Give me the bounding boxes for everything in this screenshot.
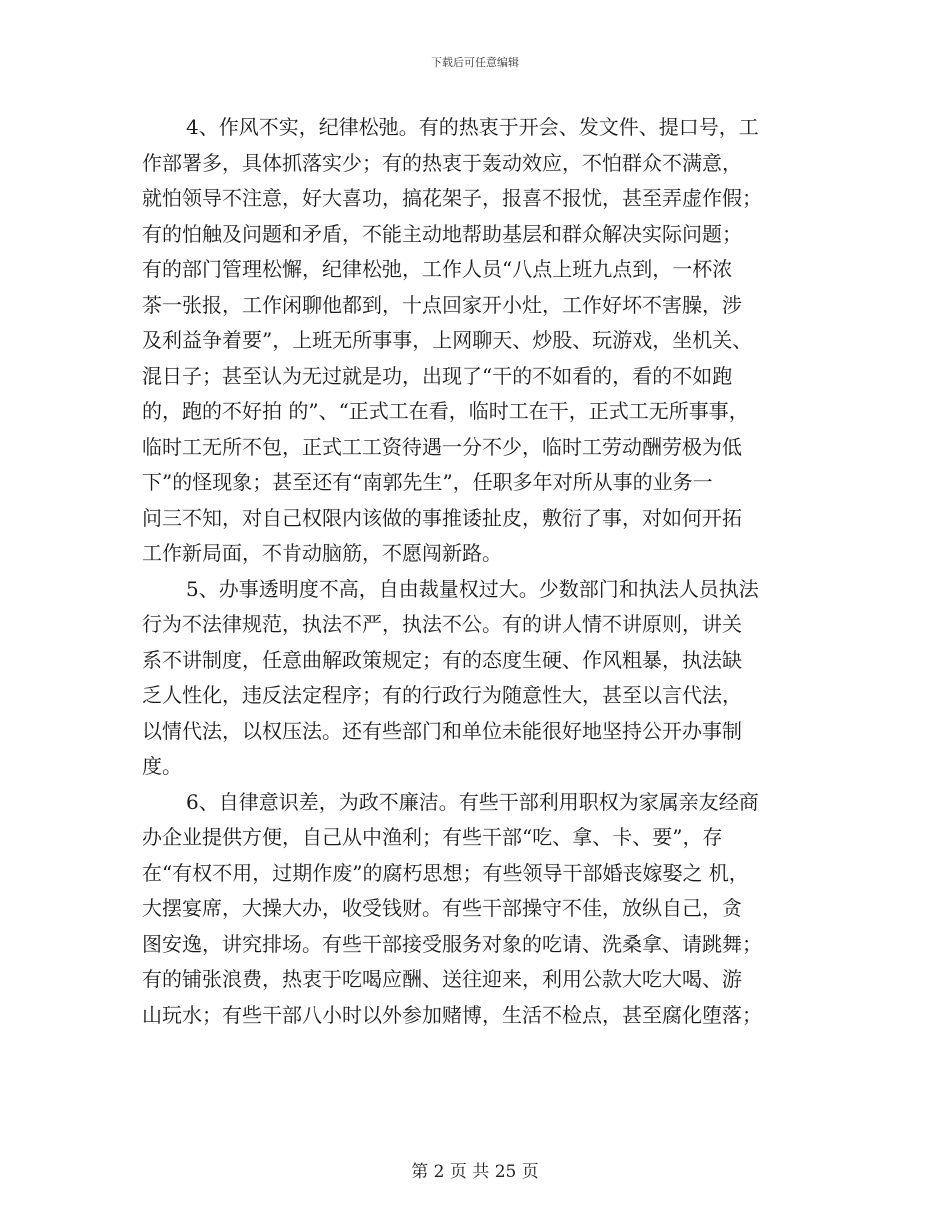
text-line: 茶一张报，工作闲聊他都到，十点回家开小灶，工作好坏不害臊，涉 [142,292,742,317]
text-line: 图安逸，讲究排场。有些干部接受服务对象的吃请、洗桑拿、请跳舞； [142,931,762,956]
document-body [142,110,814,1033]
text-line: 乏人性化，违反法定程序；有的行政行为随意性大，甚至以言代法， [142,683,742,707]
page-number: 第 2 页 共 25 页 [411,1162,539,1182]
text-line: 行为不法律规范，执法不严，执法不公。有的讲人情不讲原则，讲关 [142,612,742,636]
text-line: 问三不知，对自己权限内该做的事推诿扯皮，敷衍了事，对如何开拓 [142,505,742,530]
text-line: 的，跑的不好拍 的”、“正式工在看，临时工在干，正式工无所事事， [142,399,749,423]
text-line: 作部署多，具体抓落实少；有的热衷于轰动效应，不怕群众不满意， [142,150,742,175]
text-line: 有的怕触及问题和矛盾，不能主动地帮助基层和群众解决实际问题； [142,221,742,246]
text-line: 下”的怪现象；甚至还有“南郭先生”，任职多年对所从事的业务一 [142,470,713,494]
text-line: 临时工无所不包，正式工工资待遇一分不少，临时工劳动酬劳极为低 [142,434,742,459]
text-line: 及利益争着要”，上班无所事事，上网聊天、炒股、玩游戏，坐机关、 [142,328,753,352]
text-line: 5、办事透明度不高，自由裁量权过大。少数部门和执法人员执法 [186,576,759,601]
text-line: 度。 [142,754,182,778]
text-line: 6、自律意识差，为政不廉洁。有些干部利用职权为家属亲友经商 [186,789,759,814]
header-note: 下载后可任意编辑 [431,56,519,69]
text-line: 就怕领导不注意，好大喜功，搞花架子，报喜不报忧，甚至弄虚作假； [142,186,762,210]
text-line: 混日子；甚至认为无过就是功，出现了“干的不如看的，看的不如跑 [142,363,733,388]
text-line: 系不讲制度，任意曲解政策规定；有的态度生硬、作风粗暴，执法缺 [142,647,742,672]
text-line: 在“有权不用，过期作废”的腐朽思想；有些领导干部婚丧嫁娶之 机， [142,860,749,885]
text-line: 办企业提供方便，自己从中渔利；有些干部“吃、拿、卡、要”，存 [142,825,723,849]
text-line: 4、作风不实，纪律松弛。有的热衷于开会、发文件、提口号，工 [186,115,759,139]
text-line: 山玩水；有些干部八小时以外参加赌博，生活不检点，甚至腐化堕落； [142,1002,762,1027]
text-line: 有的铺张浪费，热衷于吃喝应酬、送往迎来，利用公款大吃大喝、游 [142,967,742,991]
text-line: 以情代法，以权压法。还有些部门和单位未能很好地坚持公开办事制 [142,718,742,743]
text-line: 有的部门管理松懈，纪律松弛，工作人员“八点上班九点到，一杯浓 [142,257,733,281]
text-line: 工作新局面，不肯动脑筋，不愿闯新路。 [142,541,502,565]
text-line: 大摆宴席，大操大办，收受钱财。有些干部操守不佳，放纵自己，贪 [142,896,742,920]
